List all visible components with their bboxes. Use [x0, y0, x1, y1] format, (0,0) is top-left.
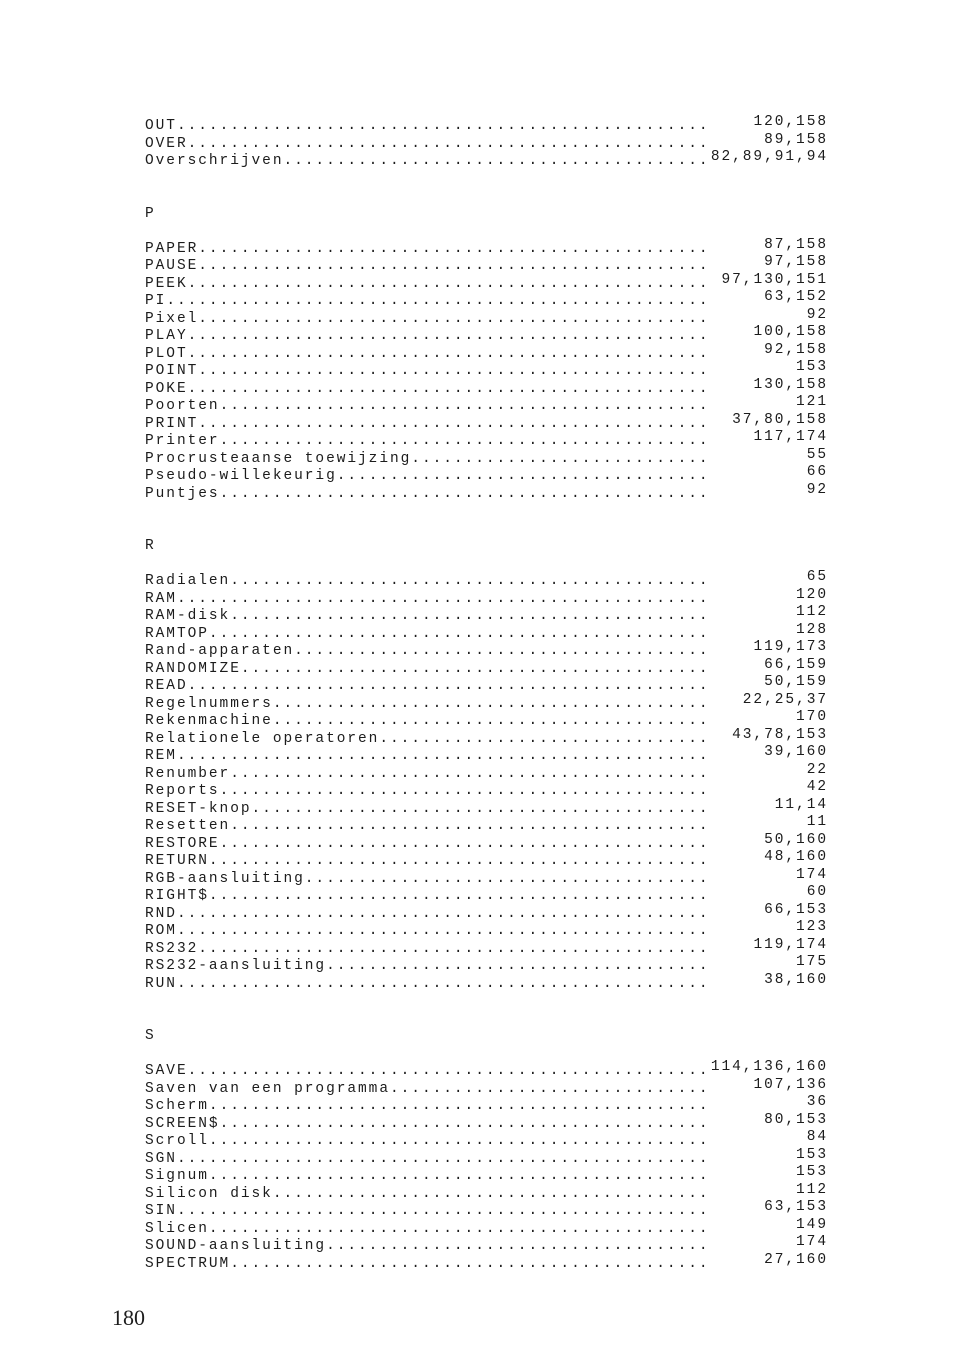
index-term-leader	[145, 608, 708, 626]
index-term-leader	[145, 346, 708, 364]
index-pages: 60	[806, 884, 828, 900]
index-pages: 112	[796, 1181, 828, 1198]
index-pages: 63,153	[764, 1199, 828, 1215]
index-term: RS232	[145, 940, 199, 957]
index-pages: 149	[796, 1216, 828, 1233]
index-term-leader	[145, 153, 708, 171]
index-section	[145, 538, 835, 993]
index-pages: 123	[796, 919, 828, 935]
index-term: Relationele operatoren	[145, 730, 380, 747]
index-pages: 36	[806, 1094, 828, 1110]
index-term: RAM	[145, 590, 177, 607]
index-term: Rekenmachine	[145, 713, 273, 729]
index-term-leader	[145, 1063, 708, 1081]
index-term-leader	[145, 1116, 708, 1134]
index-term-leader	[145, 661, 708, 679]
index-pages: 66	[806, 464, 828, 480]
index-term: SCREEN$	[145, 1115, 220, 1132]
index-term: ROM	[145, 923, 177, 939]
index-term: Scherm	[145, 1098, 209, 1114]
index-term: OUT	[145, 118, 177, 134]
index-term: Rand-apparaten	[145, 643, 295, 659]
index-term-leader	[145, 853, 708, 871]
index-term: RESTORE	[145, 835, 220, 852]
index-pages: 153	[796, 359, 828, 375]
index-pages: 92	[806, 481, 828, 498]
index-term: RETURN	[145, 853, 209, 869]
index-pages: 174	[796, 1234, 828, 1250]
index-term-leader	[145, 1168, 708, 1186]
index-term: POINT	[145, 363, 199, 379]
index-term-leader	[145, 906, 708, 924]
index-pages: 153	[796, 1164, 828, 1180]
index-term: Scroll	[145, 1133, 209, 1149]
index-section	[145, 1028, 835, 1273]
index-term: RUN	[145, 975, 177, 992]
index-term-leader	[145, 731, 708, 749]
index-pages: 66,153	[764, 901, 828, 918]
index-term: Puntjes	[145, 485, 220, 502]
index-term: RIGHT$	[145, 888, 209, 904]
index-term: Slicen	[145, 1220, 209, 1237]
index-term: PAUSE	[145, 258, 199, 274]
index-term-leader	[145, 311, 708, 329]
index-term: Procrusteaanse toewijzing	[145, 450, 412, 467]
index-term-leader	[145, 486, 708, 504]
index-entry	[145, 481, 835, 504]
index-term-leader	[145, 1203, 708, 1221]
index-term-leader	[145, 783, 708, 801]
index-term: POKE	[145, 380, 188, 397]
index-pages: 119,173	[753, 639, 828, 655]
index-term-leader	[145, 591, 708, 609]
index-pages: 42	[806, 779, 828, 795]
index-term: RND	[145, 905, 177, 922]
index-pages: 22,25,37	[742, 691, 828, 708]
index-term: Radialen	[145, 573, 231, 589]
index-term-leader	[145, 801, 708, 819]
index-term: Silicon disk	[145, 1185, 273, 1202]
index-term: OVER	[145, 135, 188, 152]
index-term: Renumber	[145, 765, 231, 782]
index-term-leader	[145, 1221, 708, 1239]
index-term: PI	[145, 293, 167, 309]
index-pages: 11,14	[774, 796, 828, 813]
index-term-leader	[145, 258, 708, 276]
index-term: RESET-knop	[145, 800, 252, 817]
index-pages: 66,159	[764, 656, 828, 673]
index-term: PAPER	[145, 240, 199, 257]
index-term-leader	[145, 748, 708, 766]
index-entry	[145, 971, 835, 994]
index-term-leader	[145, 398, 708, 416]
index-pages: 84	[806, 1129, 828, 1145]
index-pages: 65	[806, 569, 828, 585]
index-term: SAVE	[145, 1063, 188, 1079]
index-pages: 37,80,158	[732, 411, 828, 428]
index-pages: 39,160	[764, 744, 828, 760]
index-term: SIN	[145, 1203, 177, 1219]
section-heading: S	[145, 1028, 156, 1044]
index-pages: 128	[796, 621, 828, 638]
index-term: RGB-aansluiting	[145, 870, 305, 887]
index-term: PLOT	[145, 345, 188, 362]
index-term-leader	[145, 643, 708, 661]
index-pages: 63,152	[764, 289, 828, 305]
page-number: 180	[112, 1305, 145, 1330]
index-pages: 55	[806, 446, 828, 463]
index-term: SGN	[145, 1150, 177, 1167]
index-section	[145, 114, 835, 171]
index-term-leader	[145, 1081, 708, 1099]
index-pages: 43,78,153	[732, 726, 828, 743]
index-term-leader	[145, 766, 708, 784]
index-pages: 92,158	[764, 341, 828, 358]
index-pages: 27,160	[764, 1251, 828, 1268]
index-term-leader	[145, 958, 708, 976]
index-pages: 130,158	[753, 376, 828, 393]
index-term: SOUND-aansluiting	[145, 1238, 327, 1254]
index-pages: 38,160	[764, 971, 828, 988]
index-term-leader	[145, 1238, 708, 1256]
index-pages: 114,136,160	[710, 1059, 828, 1075]
index-pages: 87,158	[764, 236, 828, 253]
section-heading: R	[145, 538, 156, 554]
index-pages: 120	[796, 586, 828, 603]
index-entry	[145, 1251, 835, 1274]
index-term-leader	[145, 836, 708, 854]
index-term-leader	[145, 871, 708, 889]
index-term: RAMTOP	[145, 625, 209, 642]
index-term-leader	[145, 1098, 708, 1116]
index-pages: 82,89,91,94	[710, 149, 828, 165]
index-pages: 50,159	[764, 674, 828, 690]
index-term: Poorten	[145, 398, 220, 414]
index-term: RS232-aansluiting	[145, 958, 327, 974]
index-pages: 153	[796, 1146, 828, 1163]
index-term-leader	[145, 276, 708, 294]
index-term-leader	[145, 433, 708, 451]
index-pages: 117,174	[753, 429, 828, 445]
index-entry	[145, 149, 835, 171]
index-term-leader	[145, 363, 708, 381]
index-term-leader	[145, 293, 708, 311]
index-pages: 97,130,151	[721, 271, 828, 288]
index-term: Printer	[145, 433, 220, 449]
section-heading: P	[145, 205, 156, 222]
index-term: READ	[145, 678, 188, 694]
index-term-leader	[145, 1186, 708, 1204]
index-term: PEEK	[145, 275, 188, 292]
index-term-leader	[145, 118, 708, 136]
index-pages: 97,158	[764, 254, 828, 270]
index-term-leader	[145, 136, 708, 154]
index-term-leader	[145, 941, 708, 959]
index-pages: 22	[806, 761, 828, 778]
index-pages: 120,158	[753, 114, 828, 130]
index-term: PRINT	[145, 415, 199, 432]
index-term: RAM-disk	[145, 608, 231, 624]
index-term: Signum	[145, 1168, 209, 1184]
index-pages: 89,158	[764, 131, 828, 148]
index-term-leader	[145, 468, 708, 486]
index-term-leader	[145, 573, 708, 591]
index-term: Regelnummers	[145, 695, 273, 712]
index-term-leader	[145, 1151, 708, 1169]
index-term-leader	[145, 818, 708, 836]
index-pages: 174	[796, 866, 828, 883]
index-term-leader	[145, 1133, 708, 1151]
index-list	[145, 114, 835, 1273]
index-pages: 92	[806, 306, 828, 323]
index-term-leader	[145, 713, 708, 731]
index-term-leader	[145, 696, 708, 714]
index-term: Pixel	[145, 310, 199, 327]
index-term: REM	[145, 748, 177, 764]
index-term: PLAY	[145, 328, 188, 344]
index-term: SPECTRUM	[145, 1255, 231, 1272]
index-pages: 112	[796, 604, 828, 620]
index-pages: 50,160	[764, 831, 828, 848]
index-term-leader	[145, 678, 708, 696]
index-section	[145, 206, 835, 504]
index-term: Resetten	[145, 818, 231, 834]
index-pages: 48,160	[764, 849, 828, 865]
index-pages: 121	[796, 394, 828, 410]
index-term-leader	[145, 381, 708, 399]
index-term: Reports	[145, 783, 220, 799]
index-pages: 80,153	[764, 1111, 828, 1128]
index-term: RANDOMIZE	[145, 660, 241, 677]
index-term-leader	[145, 241, 708, 259]
index-term-leader	[145, 451, 708, 469]
index-term-leader	[145, 416, 708, 434]
index-pages: 170	[796, 709, 828, 725]
index-term-leader	[145, 1256, 708, 1274]
index-term-leader	[145, 923, 708, 941]
index-pages: 175	[796, 954, 828, 970]
index-term: Saven van een programma	[145, 1080, 390, 1097]
index-pages: 119,174	[753, 936, 828, 953]
index-pages: 107,136	[753, 1076, 828, 1093]
index-term-leader	[145, 976, 708, 994]
index-pages: 100,158	[753, 324, 828, 340]
index-term-leader	[145, 626, 708, 644]
index-pages: 11	[806, 814, 828, 830]
index-term: Overschrijven	[145, 153, 284, 169]
index-term-leader	[145, 888, 708, 906]
index-term-leader	[145, 328, 708, 346]
index-term: Pseudo-willekeurig	[145, 468, 337, 484]
